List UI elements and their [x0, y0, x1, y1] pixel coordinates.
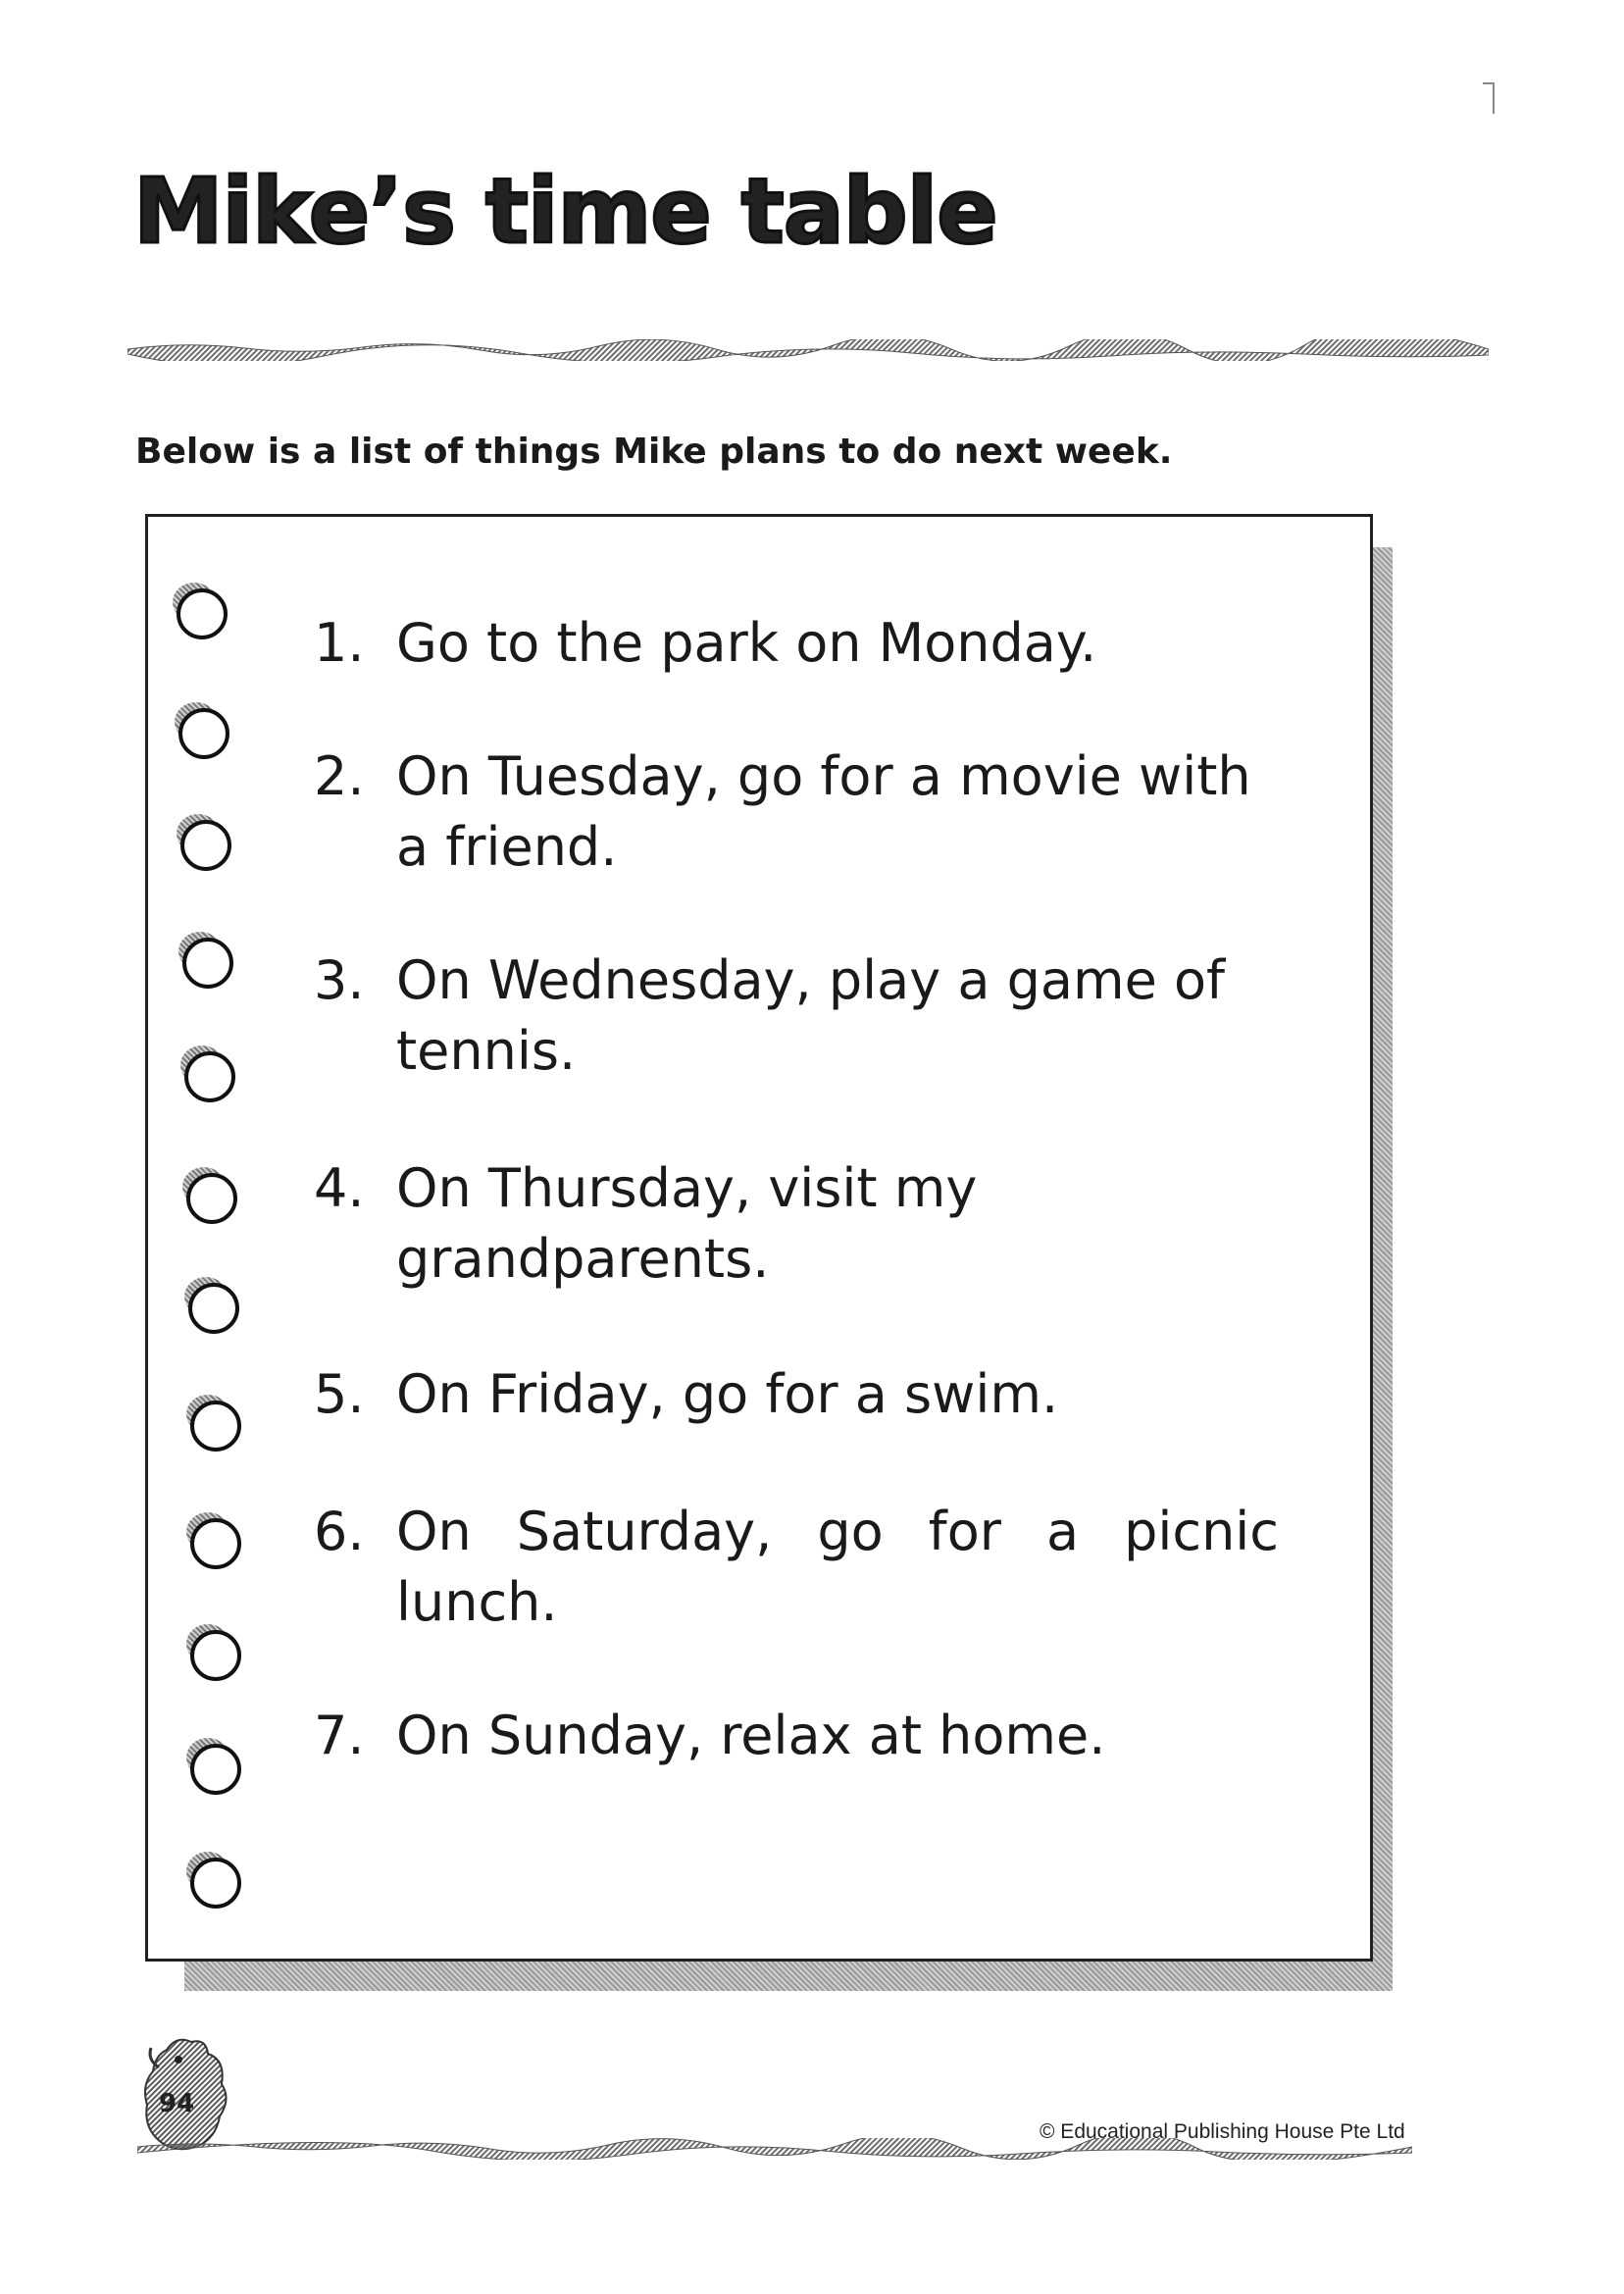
list-item	[314, 741, 1294, 883]
top-divider	[127, 339, 1489, 361]
item-text: On Sunday, relax at home.	[396, 1705, 1106, 1766]
item-number: 5.	[314, 1363, 365, 1425]
binder-ring-icon	[188, 1283, 239, 1334]
item-number: 2.	[314, 745, 365, 807]
item-number: 3.	[314, 949, 365, 1011]
item-text: On Thursday, visit my grandparents.	[396, 1157, 978, 1290]
list-item	[314, 945, 1294, 1087]
item-text: Go to the park on Monday.	[396, 612, 1097, 674]
list-item	[314, 1701, 1294, 1771]
item-number: 4.	[314, 1157, 365, 1219]
binder-ring-icon	[177, 588, 228, 639]
item-number: 7.	[314, 1705, 365, 1766]
item-text: On Friday, go for a swim.	[396, 1363, 1059, 1425]
bottom-divider	[137, 2138, 1412, 2160]
binder-ring-icon	[178, 708, 229, 759]
list-item	[314, 1497, 1294, 1638]
binder-ring-icon	[184, 1051, 235, 1102]
binder-ring-icon	[180, 820, 231, 871]
list-item	[314, 608, 1294, 679]
binder-ring-icon	[186, 1173, 237, 1224]
binder-ring-icon	[190, 1518, 241, 1569]
item-text: On Wednesday, play a game of tennis.	[396, 949, 1226, 1082]
item-text: On Tuesday, go for a movie with a friend.	[396, 745, 1251, 878]
page-title: Mike’s time table	[133, 159, 997, 264]
list-item	[314, 1359, 1294, 1430]
page-number: 94	[159, 2089, 195, 2118]
list-item	[314, 1153, 1294, 1295]
binder-ring-icon	[182, 938, 233, 989]
item-number: 1.	[314, 612, 365, 674]
copyright-notice: © Educational Publishing House Pte Ltd	[1040, 2120, 1405, 2143]
intro-text: Below is a list of things Mike plans to do next week.	[135, 432, 1173, 472]
binder-ring-icon	[190, 1744, 241, 1795]
binder-ring-icon	[190, 1630, 241, 1681]
item-number: 6.	[314, 1501, 365, 1562]
crop-mark	[1483, 82, 1495, 114]
binder-ring-icon	[190, 1401, 241, 1452]
item-text: On Saturday, go for a picnic lunch.	[396, 1501, 1279, 1633]
binder-ring-icon	[190, 1858, 241, 1909]
